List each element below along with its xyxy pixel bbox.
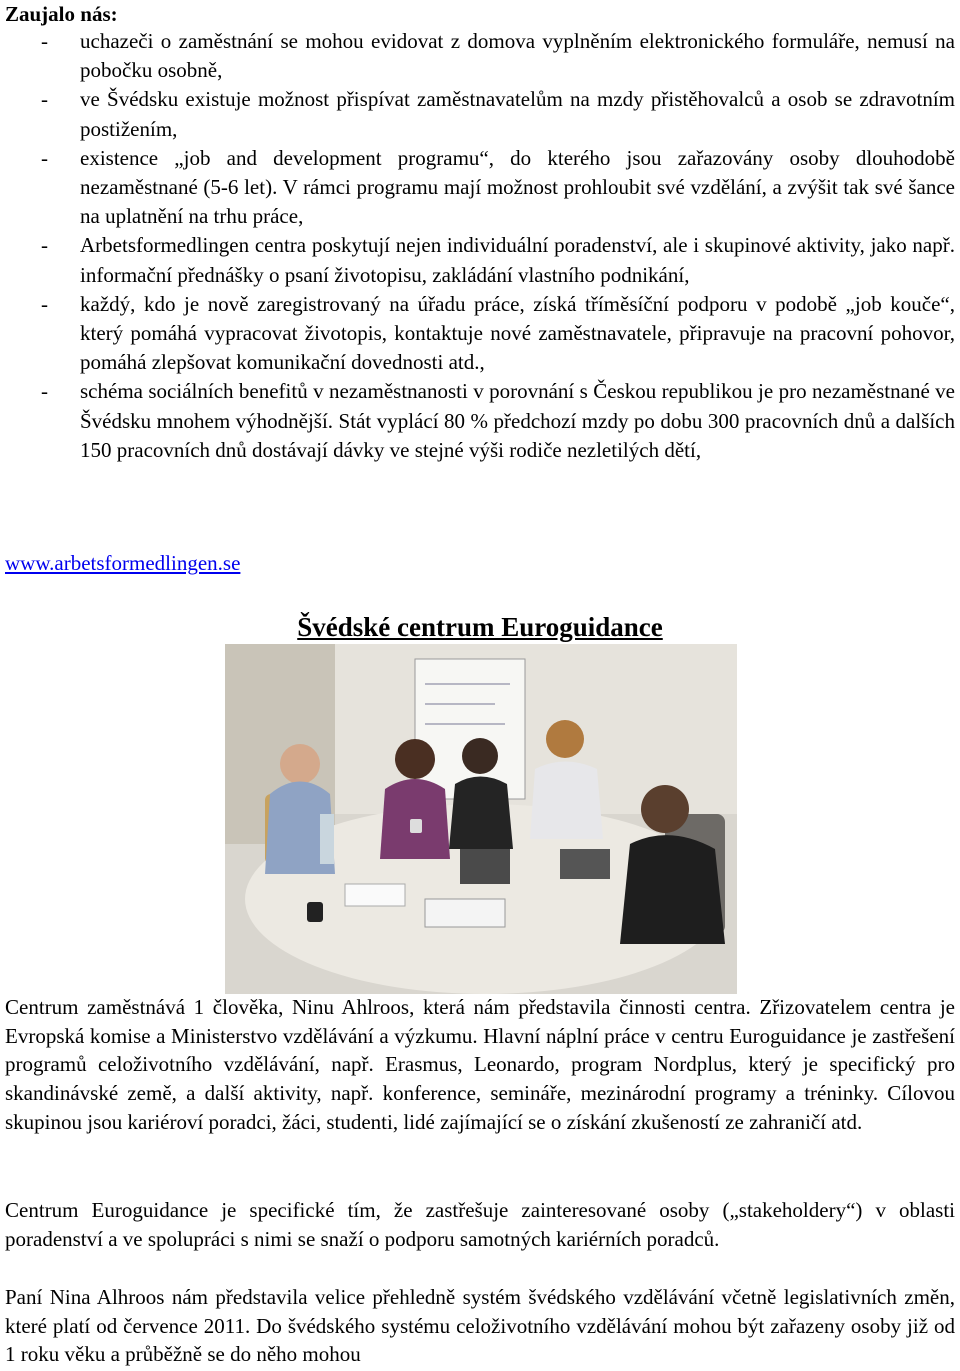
bullet-list [5,27,955,465]
bullet-dash: - [41,233,48,258]
bullet-dash: - [41,29,48,53]
list-item [5,231,955,289]
bullet-dash: - [41,379,48,404]
list-item-text: uchazeči o zaměstnání se mohou evidovat z domova vyplněním elektronického formuláře, nemusí na pobočku osobně, [80,29,955,83]
list-item [5,377,955,465]
list-item-text: ve Švédsku existuje možnost přispívat zaměstnavatelům na mzdy přistěhovalců a osob se zdravotním postižením, [80,87,955,141]
list-item-text: existence „job and development programu“, do kterého jsou zařazovány osoby dlouhodobě nezaměstnané (5-6 let). V rámci programu mají možnost prohloubit své vzdělání, a zvýšit tak své šance na uplatnění na trhu práce, [80,145,955,229]
bullet-dash: - [41,145,48,170]
arbetsformedlingen-link[interactable]: www.arbetsformedlingen.se [5,551,241,575]
list-item-text: Arbetsformedlingen centra poskytují nejen individuální poradenství, ale i skupinové aktivity, jako např. informační přednášky o psaní životopisu, zakládání vlastního podnikání, [80,233,955,287]
list-item-text: každý, kdo je nově zaregistrovaný na úřadu práce, získá tříměsíční podporu v podobě „job kouče“, který pomáhá vypracovat životopis, kontaktuje nové zaměstnavatele, připravuje na pracovní pohovor, pomáhá zlepšovat komunikační dovednosti atd., [80,291,955,375]
meeting-photo [225,644,737,994]
paragraph-stakeholders: Centrum Euroguidance je specifické tím, že zastřešuje zainteresované osoby („stakeholdery“) v oblasti poradenství a ve spolupráci s nimi se snaží o podporu samotných kariérních poradců. [5,1198,955,1251]
list-item-text: schéma sociálních benefitů v nezaměstnanosti v porovnání s Českou republikou je pro nezaměstnané ve Švédsku mnohem výhodnější. Stát vyplácí 80 % předchozí mzdy po dobu 300 pracovních dnů a dalších 150 pracovních dnů dostávají dávky ve stejné výši rodiče nezletilých dětí, [80,379,955,462]
list-item [5,290,955,378]
paragraph-centre-staff: Centrum zaměstnává 1 člověka, Ninu Ahlroos, která nám představila činnosti centra. Zřizovatelem centra je Evropská komise a Ministerstvo vzdělávání a výzkumu. Hlavní náplní práce v centru Euroguidance je zastřešení programů celoživotního vzdělávání, např. Erasmus, Leonardo, program Nordplus, který je specifický pro skandinávské země, a další aktivity, např. konference, semináře, mezinárodní programy a tréninky. Cílovou skupinou jsou kariéroví poradci, žáci, studenti, lidé zajímající se o získání zkušeností ze zahraničí atd. [5,995,955,1134]
list-item [5,27,955,85]
meeting-photo-illustration [225,644,737,994]
bullet-dash: - [41,87,48,112]
list-item [5,144,955,232]
bullet-dash: - [41,291,48,316]
centre-heading: Švédské centrum Euroguidance [297,612,663,642]
section-heading: Zaujalo nás: [5,2,118,26]
paragraph-education-system: Paní Nina Alhroos nám představila velice přehledně systém švédského vzdělávání včetně legislativních změn, které platí od července 2011. Do švédského systému celoživotního vzdělávání mohou být zařazeny osoby již od 1 roku věku a průběžně se do něho mohou [5,1285,955,1367]
list-item [5,85,955,143]
